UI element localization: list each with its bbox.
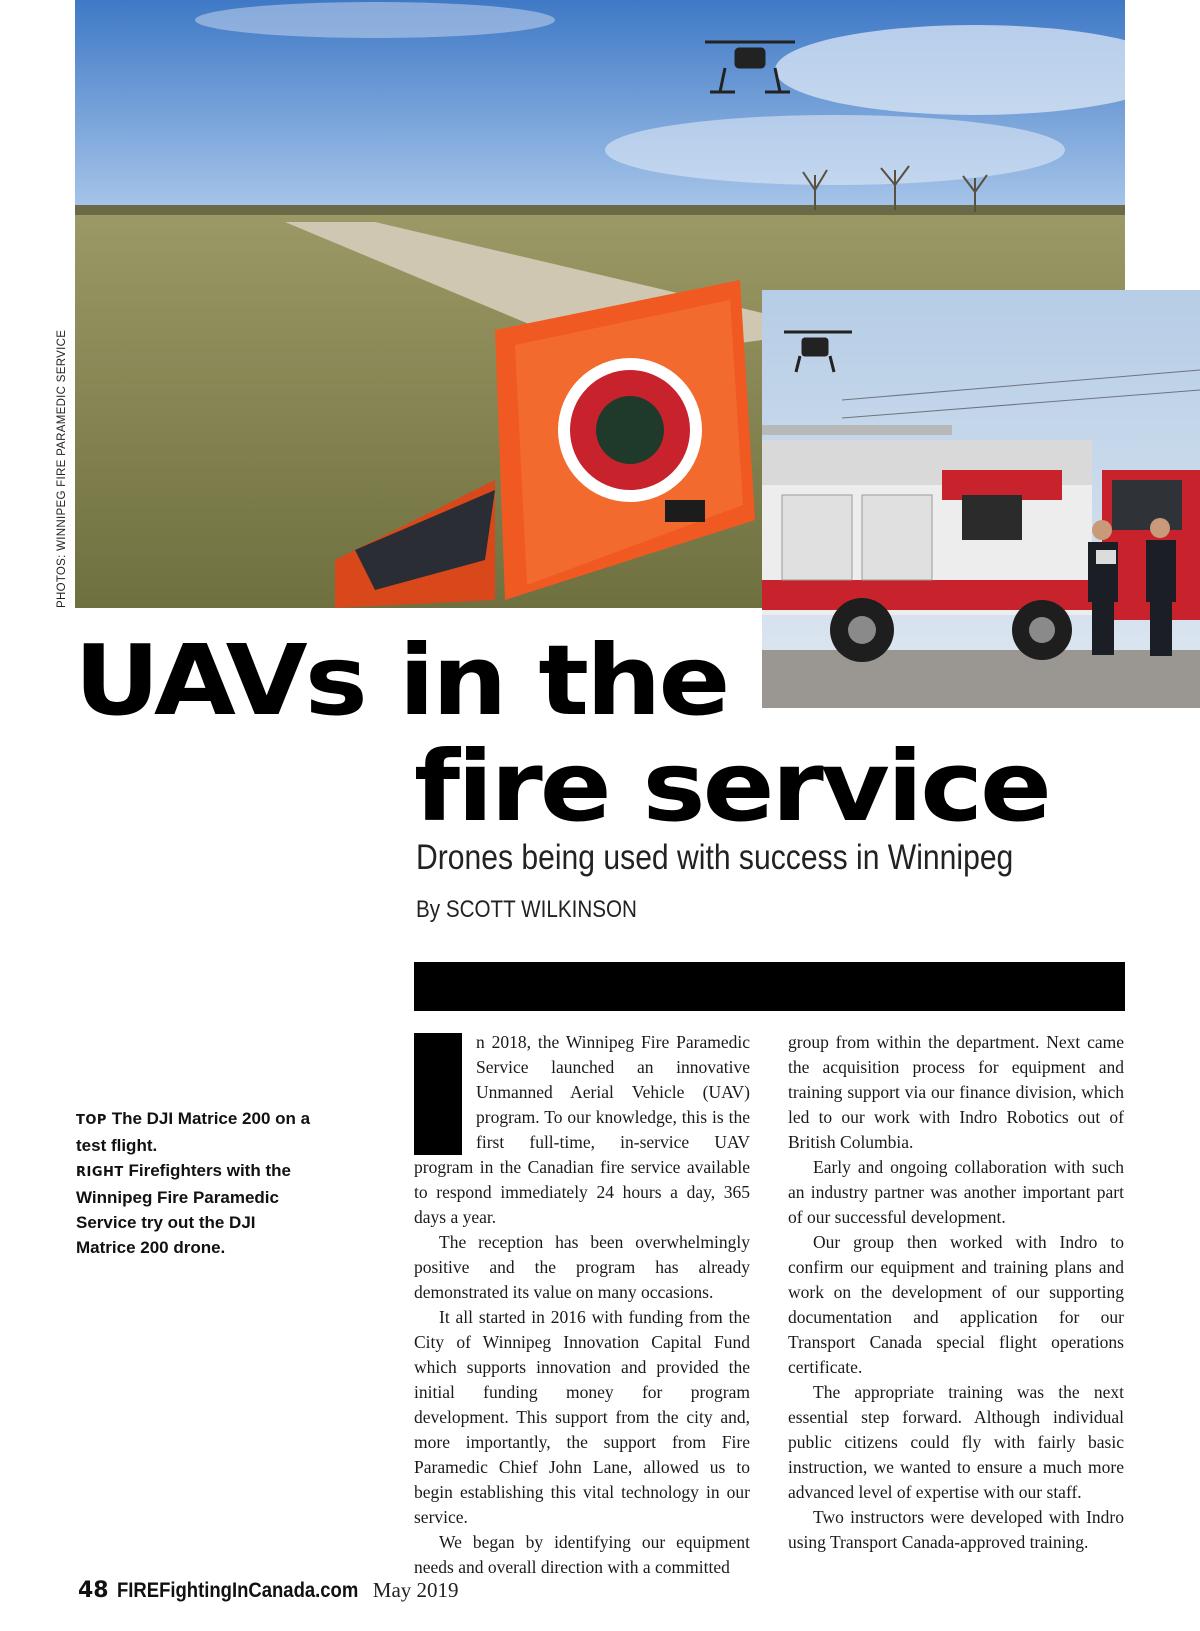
- photo-credit: PHOTOS: WINNIPEG FIRE PARAMEDIC SERVICE: [56, 329, 68, 608]
- article-paragraph: group from within the department. Next came the acquisition process for equipment and training support via our finance division, which led to our work with Indro Robotics out of British Columbia.: [788, 1032, 1124, 1152]
- photo-fire-trucks: [762, 290, 1200, 708]
- issue-date: May 2019: [372, 1578, 459, 1602]
- article-column-2: [788, 1030, 1124, 1555]
- subheadline: Drones being used with success in Winnipeg: [416, 838, 1014, 877]
- caption-top-text: The DJI Matrice 200 on a test flight.: [76, 1109, 311, 1155]
- article-paragraph: The reception has been overwhelmingly positive and the program has already demonstrated its value on many occasions.: [414, 1232, 750, 1302]
- caption-top-label: TOP: [76, 1113, 107, 1128]
- site-name: FIREFightingInCanada.com: [116, 1579, 358, 1602]
- page-number: 48: [78, 1578, 109, 1603]
- article-column-1: [414, 1030, 750, 1580]
- article-paragraph: Early and ongoing collaboration with such an industry partner was another important part of our successful development.: [788, 1157, 1124, 1227]
- caption-right-label: RIGHT: [76, 1165, 124, 1180]
- photo-caption: [76, 1106, 316, 1260]
- article-paragraph: We began by identifying our equipment needs and overall direction with a committed: [414, 1532, 750, 1577]
- headline-line-2: fire service: [414, 729, 1049, 843]
- article-paragraph: Two instructors were developed with Indro using Transport Canada-approved training.: [788, 1507, 1124, 1552]
- article-paragraph: The appropriate training was the next essential step forward. Although individual public citizens could fly with fairly basic instruction, we wanted to ensure a much more advanced level of expertise with our staff.: [788, 1382, 1124, 1502]
- article-paragraph: It all started in 2016 with funding from the City of Winnipeg Innovation Capital Fund which supports innovation and provided the initial funding money for program development. This support from the city and, more importantly, the support from Fire Paramedic Chief John Lane, allowed us to begin establishing this vital technology in our service.: [414, 1307, 750, 1527]
- headline-line-1: UAVs in the: [74, 623, 728, 737]
- article-paragraph: Our group then worked with Indro to confirm our equipment and training plans and work on the development of our supporting documentation and application for our Transport Canada special flight operations certificate.: [788, 1232, 1124, 1377]
- page-footer: [78, 1578, 459, 1603]
- black-divider-bar: [414, 962, 1125, 1011]
- article-paragraph: n 2018, the Winnipeg Fire Paramedic Service launched an innovative Unmanned Aerial Vehicle (UAV) program. To our knowledge, this is the first full-time, in-service UAV program in the Canadian fire service available to respond immediately 24 hours a day, 365 days a year.: [414, 1032, 750, 1227]
- byline: By SCOTT WILKINSON: [416, 896, 637, 923]
- caption-right-text: Firefighters with the Winnipeg Fire Paramedic Service try out the DJI Matrice 200 drone.: [76, 1161, 291, 1257]
- drop-cap-i: [414, 1033, 462, 1155]
